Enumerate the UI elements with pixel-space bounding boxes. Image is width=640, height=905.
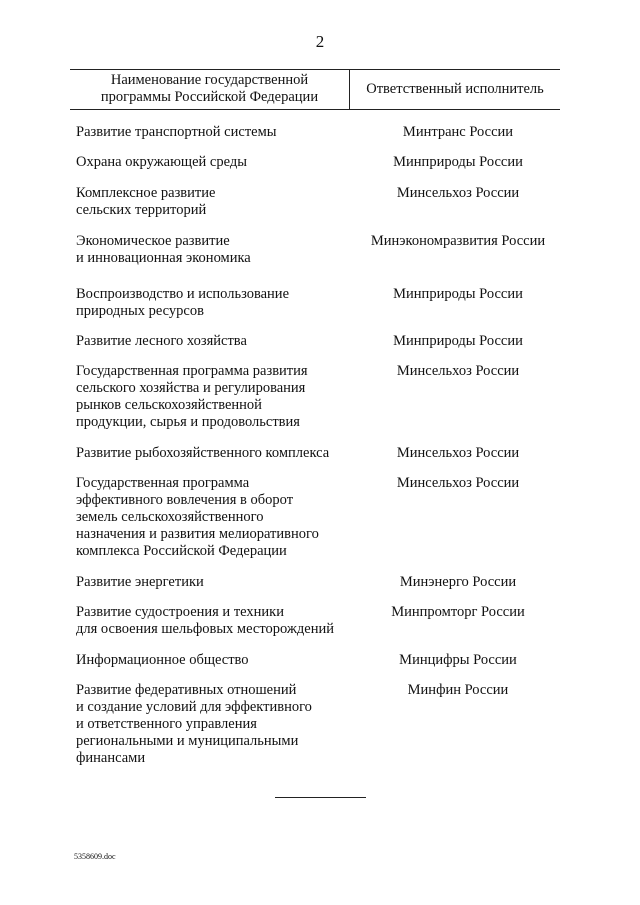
program-name: Воспроизводство и использование природных ресурсов — [76, 286, 290, 319]
document-file-id: 5358609.doc — [74, 852, 116, 861]
responsible-executor: Минсельхоз России — [396, 363, 520, 379]
responsible-executor: Минсельхоз России — [396, 185, 520, 201]
executor-column-header: Ответственный исполнитель — [366, 81, 544, 97]
program-name: Государственная программа эффективного вовлечения в оборот земель сельскохозяйственного назначения и развития мелиоративного комплекса Российской Федерации — [76, 475, 319, 559]
responsible-executor: Минсельхоз России — [396, 475, 520, 491]
program-name: Развитие транспортной системы — [76, 124, 277, 140]
program-name: Развитие лесного хозяйства — [76, 333, 247, 349]
program-name: Комплексное развитие сельских территорий — [76, 185, 216, 218]
table-top-rule — [70, 69, 560, 70]
responsible-executor: Минприроды России — [393, 333, 523, 349]
responsible-executor: Минэкономразвития России — [370, 233, 546, 249]
program-name: Государственная программа развития сельского хозяйства и регулирования рынков сельскохозяйственной продукции, сырья и продовольствия — [76, 363, 308, 430]
responsible-executor: Минцифры России — [399, 652, 517, 668]
program-name: Охрана окружающей среды — [76, 154, 247, 170]
table-header-bottom-rule — [70, 109, 560, 110]
responsible-executor: Минфин России — [407, 682, 509, 698]
program-column-header: Наименование государственной программы Российской Федерации — [100, 72, 319, 105]
end-of-table-mark — [275, 797, 366, 798]
program-name: Экономическое развитие и инновационная экономика — [76, 233, 251, 266]
program-name: Развитие энергетики — [76, 574, 204, 590]
responsible-executor: Минприроды России — [393, 154, 523, 170]
responsible-executor: Минтранс России — [402, 124, 514, 140]
program-name: Развитие рыбохозяйственного комплекса — [76, 445, 330, 461]
responsible-executor: Минэнерго России — [399, 574, 517, 590]
responsible-executor: Минсельхоз России — [396, 445, 520, 461]
responsible-executor: Минпромторг России — [391, 604, 525, 620]
program-name: Развитие федеративных отношений и создание условий для эффективного и ответственного управления региональными и муниципальными финансами — [76, 682, 312, 766]
responsible-executor: Минприроды России — [393, 286, 523, 302]
program-name: Информационное общество — [76, 652, 249, 668]
page-number: 2 — [315, 32, 325, 51]
program-name: Развитие судостроения и техники для освоения шельфовых месторождений — [76, 604, 334, 637]
